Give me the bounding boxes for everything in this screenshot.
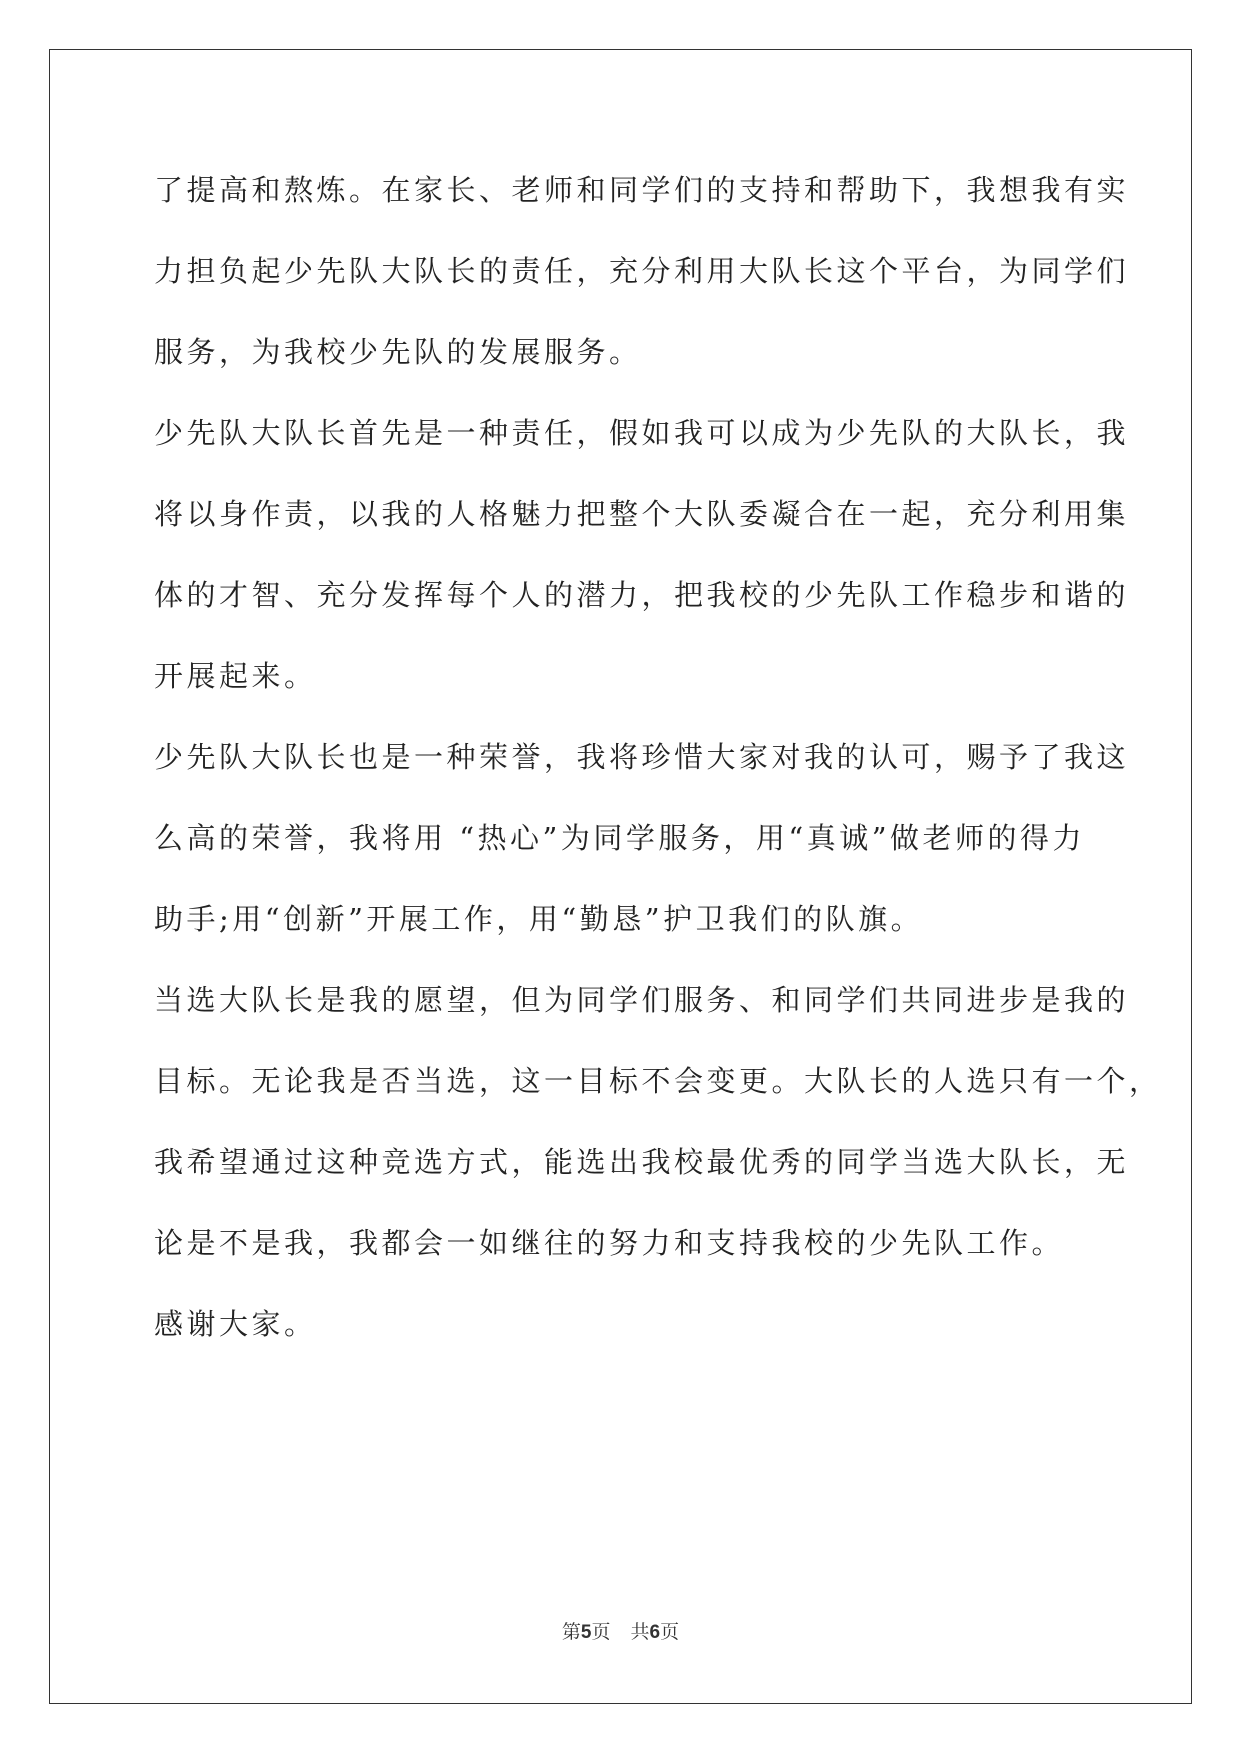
page-suffix: 页	[591, 1621, 611, 1643]
text-line: 论是不是我，我都会一如继往的努力和支持我校的少先队工作。	[154, 1226, 1065, 1260]
page-current-number: 5	[580, 1622, 592, 1643]
document-body	[154, 161, 1162, 1376]
text-line: 少先队大队长首先是一种责任，假如我可以成为少先队的大队长，我	[154, 416, 1130, 450]
page-prefix: 第	[561, 1621, 581, 1643]
text-line: 力担负起少先队大队长的责任，充分利用大队长这个平台，为同学们	[154, 254, 1130, 288]
page-total-number: 6	[649, 1622, 661, 1643]
text-line: 少先队大队长也是一种荣誉，我将珍惜大家对我的认可，赐予了我这	[154, 740, 1130, 774]
total-suffix: 页	[660, 1621, 680, 1643]
text-line: 服务，为我校少先队的发展服务。	[154, 335, 642, 369]
text-line: 体的才智、充分发挥每个人的潜力，把我校的少先队工作稳步和谐的	[154, 578, 1130, 612]
text-line: 么高的荣誉，我将用 “热心”为同学服务，用“真诚”做老师的得力	[154, 821, 1086, 855]
text-line: 感谢大家。	[154, 1307, 317, 1341]
text-line: 将以身作责，以我的人格魅力把整个大队委凝合在一起，充分利用集	[154, 497, 1130, 531]
text-line: 开展起来。	[154, 659, 317, 693]
text-line: 目标。无论我是否当选，这一目标不会变更。大队长的人选只有一个，	[154, 1064, 1162, 1098]
page-footer	[0, 1620, 1241, 1645]
text-line: 当选大队长是我的愿望，但为同学们服务、和同学们共同进步是我的	[154, 983, 1130, 1017]
text-line: 了提高和熬炼。在家长、老师和同学们的支持和帮助下，我想我有实	[154, 173, 1130, 207]
text-line: 我希望通过这种竞选方式，能选出我校最优秀的同学当选大队长，无	[154, 1145, 1130, 1179]
total-prefix: 共	[630, 1621, 650, 1643]
text-line: 助手;用“创新”开展工作，用“勤恳”护卫我们的队旗。	[154, 902, 924, 936]
